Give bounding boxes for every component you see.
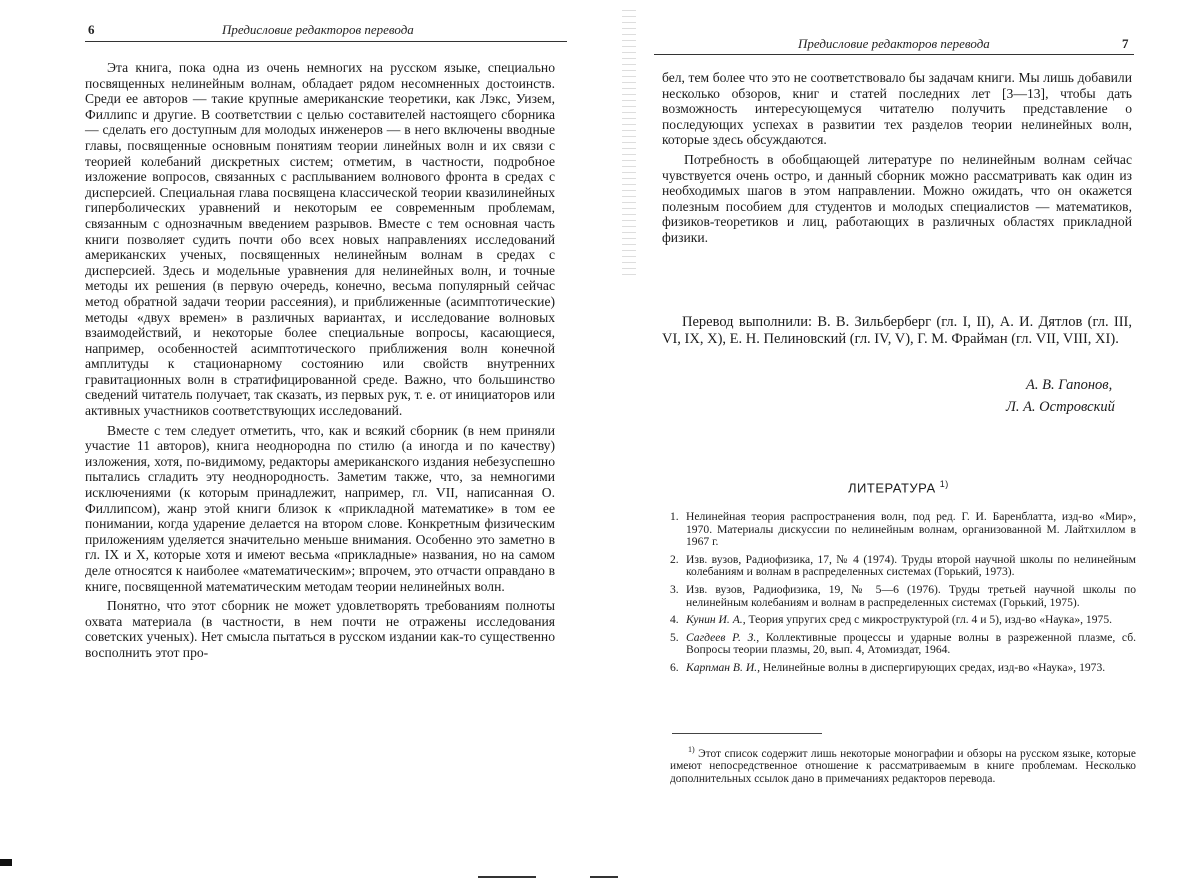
right-page xyxy=(640,0,1200,882)
reference-number: 1. xyxy=(670,510,679,523)
list-item xyxy=(670,614,1136,627)
running-head-right: Предисловие редакторов перевода xyxy=(798,36,990,51)
reference-text: Теория упругих сред с микроструктурой (гл. 4 и 5), изд-во «Наука», 1975. xyxy=(745,613,1113,627)
literature-heading xyxy=(848,479,949,495)
paragraph: бел, тем более что это не соответствовало бы задачам книги. Мы лишь добавили несколько обзоров, книг и статей последних лет [3—13], чтобы дать возможность интересующемуся читателю получить представление о последующих успехах в развитии тех разделов теории нелинейных волн, которые здесь обсуждаются. xyxy=(662,70,1132,148)
running-head-left: Предисловие редакторов перевода xyxy=(222,22,414,37)
translators-credit: Перевод выполнили: В. В. Зильберберг (гл. I, II), А. И. Дятлов (гл. III, VI, IX, X), Е. Н. Пелиновский (гл. IV, V), Г. М. Фрайман (гл. VII, VIII, XI). xyxy=(662,314,1132,347)
footnote-text: Этот список содержит лишь некоторые монографии и обзоры на русском языке, которые имеют непосредственное отношение к рассматриваемым в книге проблемам. Несколько дополнительных ссылок дано в примечаниях редакторов перевода. xyxy=(670,747,1136,785)
footnote-rule xyxy=(672,733,822,734)
editor-name-1: А. В. Гапонов, xyxy=(1026,377,1113,393)
page-number-left: 6 xyxy=(88,22,95,37)
reference-number: 6. xyxy=(670,660,679,674)
header-rule-left xyxy=(85,41,567,42)
page-number-right: 7 xyxy=(1122,36,1129,51)
list-item xyxy=(670,584,1136,609)
paragraph: Потребность в обобщающей литературе по нелинейным волнам сейчас чувствуется очень остро, и данный сборник можно рассматривать как один из необходимых шагов в этом направлении. Можно ожидать, что он окажется полезным пособием для студентов и молодых специалистов — математиков, физиков-теоретиков и лиц, работающих в различных областях прикладной физики. xyxy=(662,151,1132,245)
header-rule-right xyxy=(654,54,1134,55)
reference-number: 5. xyxy=(670,630,679,644)
paragraph: Вместе с тем следует отметить, что, как и всякий сборник (в нем приняли участие 11 авторов), книга неоднородна по стилю (а иногда и по качеству) изложения, хотя, по-видимому, редакторы американского издания небезуспешно пытались сгладить эту неоднородность. Заметим также, что, за немногими исключениями (к которым принадлежит, например, гл. VII, написанная О. Филлипсом), жанр этой книги близок к «прикладной математике» в том ее понимании, когда ударение делается на втором слове. Конкретным физическим приложениям уделяется значительно меньше внимания. Особенно это заметно в гл. IX и X, которые хотя и имеют весьма «прикладные» названия, но на самом деле относятся к наиболее «математическим»; впрочем, это отчасти оправдано в книге, посвященной математическим методам теории нелинейных волн. xyxy=(85,422,555,594)
left-body-text xyxy=(85,60,555,661)
right-body-text xyxy=(662,70,1132,246)
paragraph: Эта книга, пока одна из очень немногих на русском языке, специально посвященных нелинейным волнам, обладает рядом несомненных достоинств. Среди ее авторов — такие крупные американские теоретики, как Лэкс, Уизем, Филлипс и другие. В соответствии с целью составителей настоящего сборника — сделать его доступным для молодых инженеров — в него включены вводные главы, посвященные основным понятиям теории линейных волн и их связи с теорией колебаний дискретных систем; отметим, в частности, подробное изложение вопросов, связанных с расплыванием волнового фронта в средах с дисперсией. Специальная глава посвящена классической теории квазилинейных гиперболических уравнений и некоторым ее современным проблемам, связанным с однозначным введением разрывов. Вместе с тем основная часть книги позволяет судить почти обо всех новых направлениях исследований американских ученых, посвященных нелинейным волнам в средах с дисперсией. Здесь и модельные уравнения для нелинейных волн, и точные методы их решения (в первую очередь, конечно, весьма популярный сейчас метод обратной задачи теории рассеяния), и приближенные (асимптотические) методы «двух времен» в различных вариантах, и исследование волновых взаимодействий, и некоторые более специальные вопросы, касающиеся, например, особенностей асимптотического приближения волн конечной амплитуды к стационарному состоянию или свойств внутренних гравитационных волн в стратифицированной среде. Важно, что большинство сведений читатель получает, так сказать, из первых рук, т. е. от инициаторов или активных участников соответствующих исследований. xyxy=(85,60,555,419)
reference-author: Карпман В. И., xyxy=(686,660,760,674)
scan-bottom-dash-right xyxy=(590,876,618,878)
editor-name-2: Л. А. Островский xyxy=(1006,399,1115,415)
literature-heading-text: ЛИТЕРАТУРА xyxy=(848,480,936,496)
list-item xyxy=(670,632,1136,657)
literature-footnote-mark: 1) xyxy=(939,479,949,489)
reference-number: 2. xyxy=(670,552,679,566)
list-item xyxy=(670,662,1136,675)
reference-text: Коллективные процессы и ударные волны в разреженной плазме, сб. Вопросы теории плазмы, 20, вып. 4, Атомиздат, 1964. xyxy=(686,630,1136,657)
reference-author: Кунин И. А., xyxy=(686,613,746,627)
footnote xyxy=(670,744,1136,786)
reference-text: Изв. вузов, Радиофизика, 17, № 4 (1974). Труды второй научной школы по нелинейным колебаниям и волнам в распределенных системах (Горький, 1973). xyxy=(686,552,1136,579)
reference-text: Изв. вузов, Радиофизика, 19, № 5—6 (1976). Труды третьей научной школы по нелинейным колебаниям и волнам в распределенных системах (Горький, 1975). xyxy=(686,582,1136,609)
paragraph: Понятно, что этот сборник не может удовлетворять требованиям полноты охвата материала (в частности, в нем почти не отражены исследования советских ученых). Нет смысла пытаться в русском издании как-то существенно восполнить этот про- xyxy=(85,598,555,660)
reference-number: 3. xyxy=(670,582,679,596)
reference-text: Нелинейная теория распространения волн, под ред. Г. И. Баренблатта, изд-во «Мир», 1970. Материалы дискуссии по нелинейным волнам, организованной М. Лайтхиллом в 1967 г. xyxy=(686,510,1136,549)
reference-text: Нелинейные волны в диспергирующих средах, изд-во «Наука», 1973. xyxy=(759,660,1106,674)
footnote-mark: 1) xyxy=(688,745,695,754)
reference-number: 4. xyxy=(670,613,679,627)
list-item xyxy=(670,511,1136,549)
scan-bottom-dash-left xyxy=(478,876,536,878)
list-item xyxy=(670,554,1136,579)
scan-edge-mark xyxy=(0,859,12,866)
reference-list xyxy=(670,511,1136,680)
gutter-scan-noise xyxy=(622,10,636,280)
reference-author: Сагдеев Р. З., xyxy=(686,630,760,644)
